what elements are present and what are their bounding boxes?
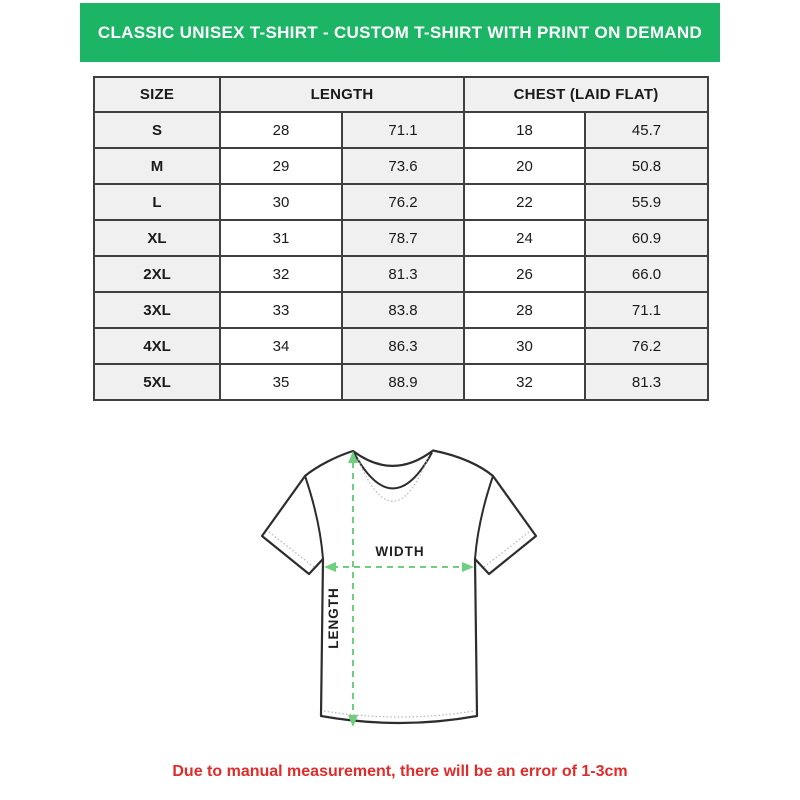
length-cm-cell: 81.3 (342, 256, 464, 292)
size-cell: 5XL (94, 364, 220, 400)
size-cell: S (94, 112, 220, 148)
chest-cm-cell: 50.8 (585, 148, 708, 184)
chest-cm-cell: 45.7 (585, 112, 708, 148)
size-column-header: SIZE (94, 77, 220, 112)
chest-column-header: CHEST (LAID FLAT) (464, 77, 708, 112)
table-header-row (94, 77, 708, 112)
table-row (94, 112, 708, 148)
tshirt-diagram (240, 428, 560, 758)
length-column-header: LENGTH (220, 77, 464, 112)
chest-cm-cell: 76.2 (585, 328, 708, 364)
length-in-cell: 32 (220, 256, 342, 292)
chest-cm-cell: 71.1 (585, 292, 708, 328)
width-label: WIDTH (375, 544, 425, 559)
chest-in-cell: 22 (464, 184, 585, 220)
table-row (94, 328, 708, 364)
table-row (94, 184, 708, 220)
length-in-cell: 34 (220, 328, 342, 364)
length-cm-cell: 88.9 (342, 364, 464, 400)
chest-in-cell: 30 (464, 328, 585, 364)
length-cm-cell: 76.2 (342, 184, 464, 220)
measurement-error-note: Due to manual measurement, there will be an error of 1-3cm (172, 763, 628, 780)
length-in-cell: 31 (220, 220, 342, 256)
size-cell: L (94, 184, 220, 220)
size-cell: XL (94, 220, 220, 256)
chest-in-cell: 18 (464, 112, 585, 148)
table-row (94, 292, 708, 328)
chest-in-cell: 20 (464, 148, 585, 184)
chest-in-cell: 32 (464, 364, 585, 400)
chest-cm-cell: 60.9 (585, 220, 708, 256)
size-cell: 2XL (94, 256, 220, 292)
length-label: LENGTH (326, 587, 341, 649)
length-in-cell: 30 (220, 184, 342, 220)
chest-cm-cell: 55.9 (585, 184, 708, 220)
length-cm-cell: 83.8 (342, 292, 464, 328)
size-cell: 3XL (94, 292, 220, 328)
chest-cm-cell: 81.3 (585, 364, 708, 400)
chest-cm-cell: 66.0 (585, 256, 708, 292)
size-chart-table (93, 76, 709, 401)
length-in-cell: 29 (220, 148, 342, 184)
length-cm-cell: 78.7 (342, 220, 464, 256)
tshirt-outline-icon (262, 451, 536, 724)
page-title: CLASSIC UNISEX T-SHIRT - CUSTOM T-SHIRT WITH PRINT ON DEMAND (80, 3, 720, 62)
size-cell: M (94, 148, 220, 184)
table-row (94, 148, 708, 184)
chest-in-cell: 28 (464, 292, 585, 328)
length-cm-cell: 71.1 (342, 112, 464, 148)
length-cm-cell: 73.6 (342, 148, 464, 184)
chest-in-cell: 24 (464, 220, 585, 256)
length-in-cell: 35 (220, 364, 342, 400)
table-row (94, 220, 708, 256)
table-row (94, 256, 708, 292)
table-row (94, 364, 708, 400)
length-cm-cell: 86.3 (342, 328, 464, 364)
length-in-cell: 28 (220, 112, 342, 148)
length-in-cell: 33 (220, 292, 342, 328)
chest-in-cell: 26 (464, 256, 585, 292)
size-cell: 4XL (94, 328, 220, 364)
